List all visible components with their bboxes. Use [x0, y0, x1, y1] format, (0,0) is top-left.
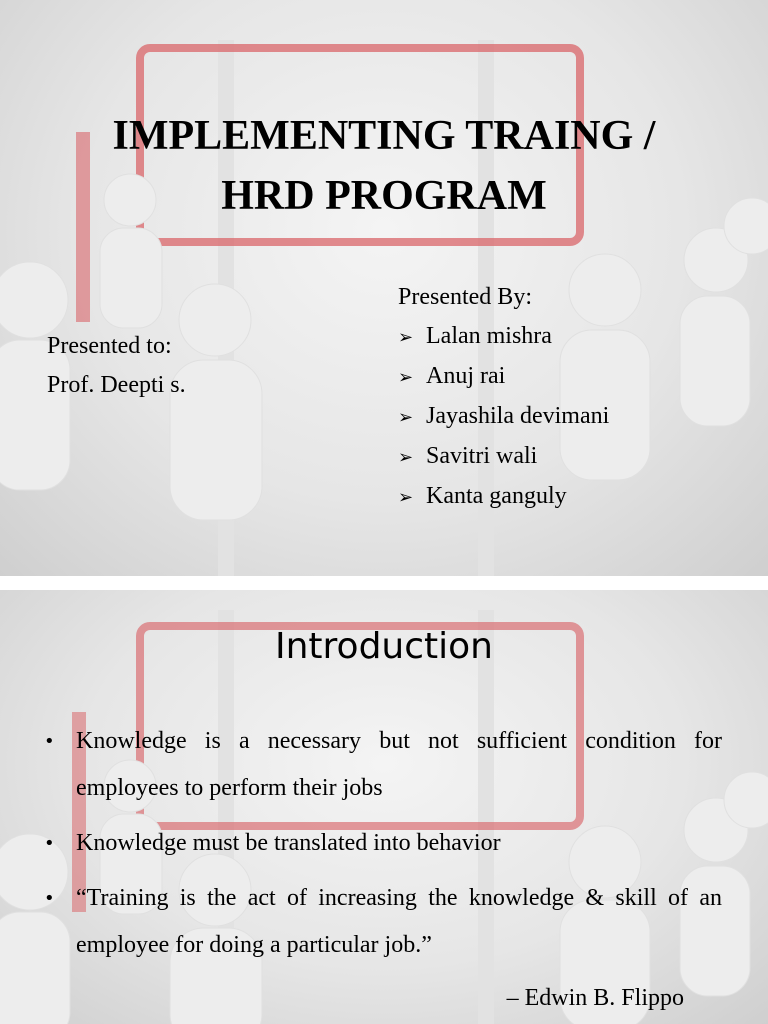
presenter-item: [398, 317, 609, 357]
bullet-text: Knowledge must be translated into behavior: [76, 830, 501, 856]
bullet-icon: •: [44, 731, 55, 752]
presented-to-block: [47, 327, 186, 405]
slide-title: [0, 106, 768, 226]
list-item: [44, 718, 722, 812]
presenter-item: [398, 437, 609, 477]
title-line-2: HRD PROGRAM: [221, 173, 547, 219]
arrow-bullet-icon: ➢: [398, 367, 414, 388]
presenter-item: [398, 397, 609, 437]
bullet-icon: •: [44, 833, 55, 854]
presented-to-name: Prof. Deepti s.: [47, 372, 186, 398]
presenter-name: Lalan mishra: [426, 323, 552, 349]
presenter-name: Kanta ganguly: [426, 483, 567, 509]
presenter-item: [398, 357, 609, 397]
bullet-list: [44, 718, 722, 977]
presenter-name: Jayashila devimani: [426, 403, 610, 429]
bullet-icon: •: [44, 888, 55, 909]
presented-by-label: Presented By:: [398, 284, 532, 310]
list-item: [44, 820, 722, 867]
slide-title: Introduction: [274, 626, 493, 667]
arrow-bullet-icon: ➢: [398, 327, 414, 348]
presenter-item: [398, 477, 609, 517]
arrow-bullet-icon: ➢: [398, 447, 414, 468]
bullet-text: Knowledge is a necessary but not sufficient condition for employees to perform their jobs: [76, 728, 722, 801]
presenter-name: Savitri wali: [426, 443, 538, 469]
slide-separator: [0, 576, 768, 590]
arrow-bullet-icon: ➢: [398, 407, 414, 428]
list-item: [44, 875, 722, 969]
presented-to-label: Presented to:: [47, 333, 172, 359]
title-line-1: IMPLEMENTING TRAING /: [112, 113, 656, 159]
quote-attribution: – Edwin B. Flippo: [506, 985, 684, 1011]
presented-by-block: [398, 278, 609, 517]
arrow-bullet-icon: ➢: [398, 487, 414, 508]
presenter-name: Anuj rai: [426, 363, 506, 389]
bullet-text: “Training is the act of increasing the knowledge & skill of an employee for doing a particular job.”: [76, 885, 722, 958]
